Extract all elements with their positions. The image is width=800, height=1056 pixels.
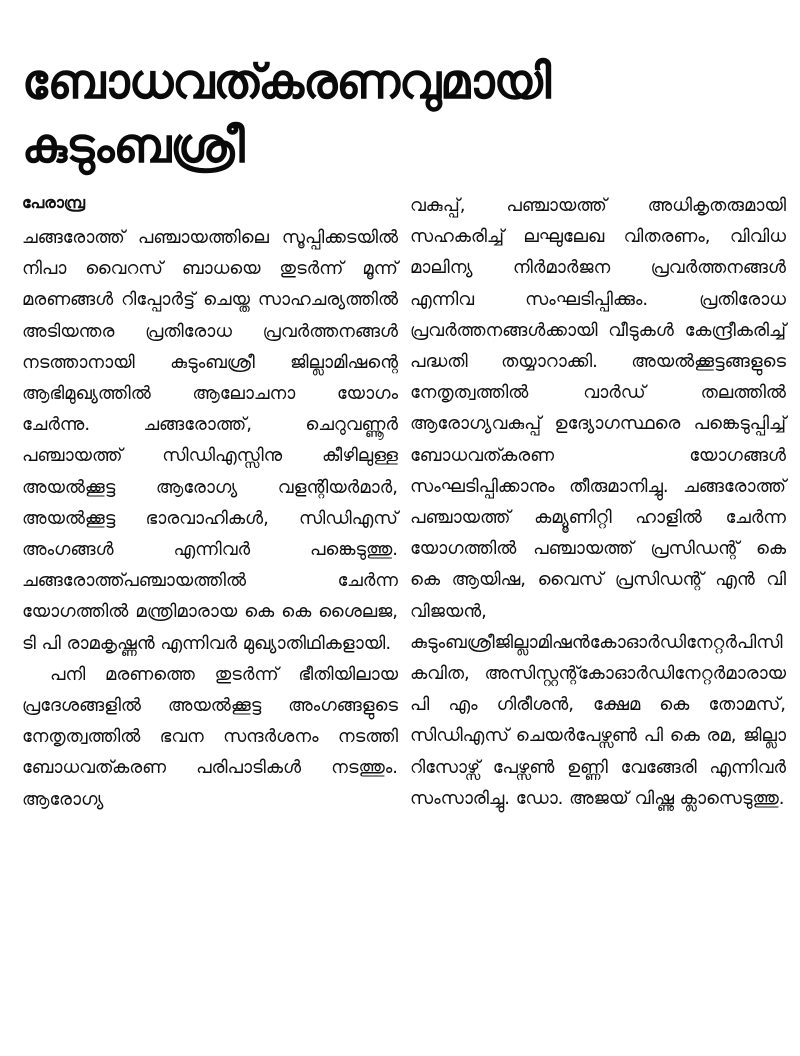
headline-line-1: ബോധവത്കരണവുമായി	[22, 54, 551, 110]
body-paragraph-2: പനി മരണത്തെ തുടർന്ന് ഭീതിയിലായ പ്രദേശങ്ങളിൽ അയൽക്കൂട്ട അംഗങ്ങളുടെ നേതൃത്വത്തിൽ ഭവന സന്ദർശനം നടത്തി ബോധവത്കരണ പരിപാടികൾ നടത്തും. ആരോഗ്യ	[22, 663, 398, 810]
headline-line-2: കുടുംബശ്രീ	[22, 118, 244, 174]
body-column-right	[410, 192, 786, 815]
article-body	[22, 192, 786, 815]
body-paragraph-1: ചങ്ങരോത്ത് പഞ്ചായത്തിലെ സൂപ്പിക്കടയിൽ നിപാ വൈറസ് ബാധയെ തുടർന്ന് മൂന്ന് മരണങ്ങൾ റിപ്പോർട്ട് ചെയ്ത സാഹചര്യത്തിൽ അടിയന്തര പ്രതിരോധ പ്രവർത്തനങ്ങൾ നടത്താനായി കുടുംബശ്രീ ജില്ലാമിഷന്റെ ആഭിമുഖ്യത്തിൽ ആലോചനാ യോഗം ചേർന്നു. ചങ്ങരോത്ത്, ചെറുവണ്ണൂർ പഞ്ചായത്ത് സിഡിഎസ്സിനു കീഴിലുള്ള അയൽക്കൂട്ട ആരോഗ്യ വളന്റിയർമാർ, അയൽക്കൂട്ട ഭാരവാഹികൾ, സിഡിഎസ് അംഗങ്ങൾ എന്നിവർ പങ്കെടുത്തു. ചങ്ങരോത്ത്പഞ്ചായത്തിൽ ചേർന്ന യോഗത്തിൽ മന്ത്രിമാരായ കെ കെ ശൈലജ, ടി പി രാമകൃഷ്ണൻ എന്നിവർ മുഖ്യാതിഥികളായി.	[22, 227, 398, 654]
dateline: പേരാമ്പ്ര	[22, 193, 86, 212]
article-headline	[22, 50, 786, 178]
body-paragraph-3: വകുപ്പ്, പഞ്ചായത്ത് അധികൃതരുമായി സഹകരിച്ച് ലഘുലേഖ വിതരണം, വിവിധ മാലിന്യ നിർമാർജന പ്രവർത്തനങ്ങൾ എന്നിവ സംഘടിപ്പിക്കും. പ്രതിരോധ പ്രവർത്തനങ്ങൾക്കായി വീടുകൾ കേന്ദ്രീകരിച്ച് പദ്ധതി തയ്യാറാക്കി. അയൽക്കൂട്ടങ്ങളുടെ നേതൃത്വത്തിൽ വാർഡ് തലത്തിൽ ആരോഗ്യവകുപ്പ് ഉദ്യോഗസ്ഥരെ പങ്കെടുപ്പിച്ച് ബോധവത്കരണ യോഗങ്ങൾ സംഘടിപ്പിക്കാനും തീരുമാനിച്ചു. ചങ്ങരോത്ത് പഞ്ചായത്ത് കമ്യൂണിറ്റി ഹാളിൽ ചേർന്ന യോഗത്തിൽ പഞ്ചായത്ത് പ്രസിഡന്റ് കെ കെ ആയിഷ, വൈസ് പ്രസിഡന്റ് എൻ വി വിജയൻ, കുടുംബശ്രീജില്ലാമിഷൻകോഓർഡിനേറ്റർപിസികവിത, അസിസ്റ്റന്റ്കോഓർഡിനേറ്റർമാരായ പി എം ഗിരീശൻ, ക്ഷേമ കെ തോമസ്, സിഡിഎസ് ചെയർപേഴ്സൺ പി കെ രമ, ജില്ലാ റിസോഴ്സ് പേഴ്സൺ ഉണ്ണി വേങ്ങേരി എന്നിവർ സംസാരിച്ചു. ഡോ. അജയ് വിഷ്ണു ക്ലാസെടുത്തു.	[410, 195, 786, 809]
body-column-left	[22, 192, 398, 815]
